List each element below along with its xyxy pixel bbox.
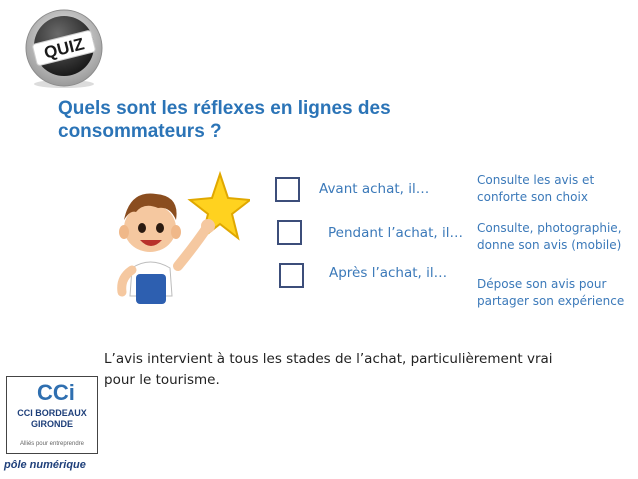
stage-checkbox-before[interactable] (275, 177, 300, 202)
cci-logo-line2: GIRONDE (30, 419, 73, 429)
cci-logo (6, 376, 98, 454)
star-icon (190, 174, 250, 238)
stage-label-after: Après l’achat, il… (329, 265, 448, 281)
answer-during: Consulte, photographie, donne son avis (mobile) (477, 221, 622, 252)
mascot-with-star-illustration (100, 168, 250, 304)
pole-numerique-label: pôle numérique (4, 459, 86, 471)
question-title: Quels sont les réflexes en lignes des consommateurs ? (58, 98, 391, 142)
quiz-badge (22, 8, 106, 90)
answer-before: Consulte les avis et conforte son choix (477, 173, 595, 204)
answer-after: Dépose son avis pour partager son expérience (477, 277, 625, 308)
stage-checkbox-after[interactable] (279, 263, 304, 288)
cci-logo-tagline: Alliés pour entreprendre (19, 441, 85, 447)
stage-label-during: Pendant l’achat, il… (328, 225, 463, 241)
stage-label-before: Avant achat, il… (319, 181, 430, 197)
quiz-badge-text: QUIZ (42, 34, 87, 63)
stage-checkbox-during[interactable] (277, 220, 302, 245)
cci-logo-mark: CCi (37, 380, 75, 405)
cci-logo-line1: CCI BORDEAUX (17, 408, 87, 418)
conclusion-text: L’avis intervient à tous les stades de l’achat, particulièrement vrai pour le tourisme. (104, 351, 553, 388)
